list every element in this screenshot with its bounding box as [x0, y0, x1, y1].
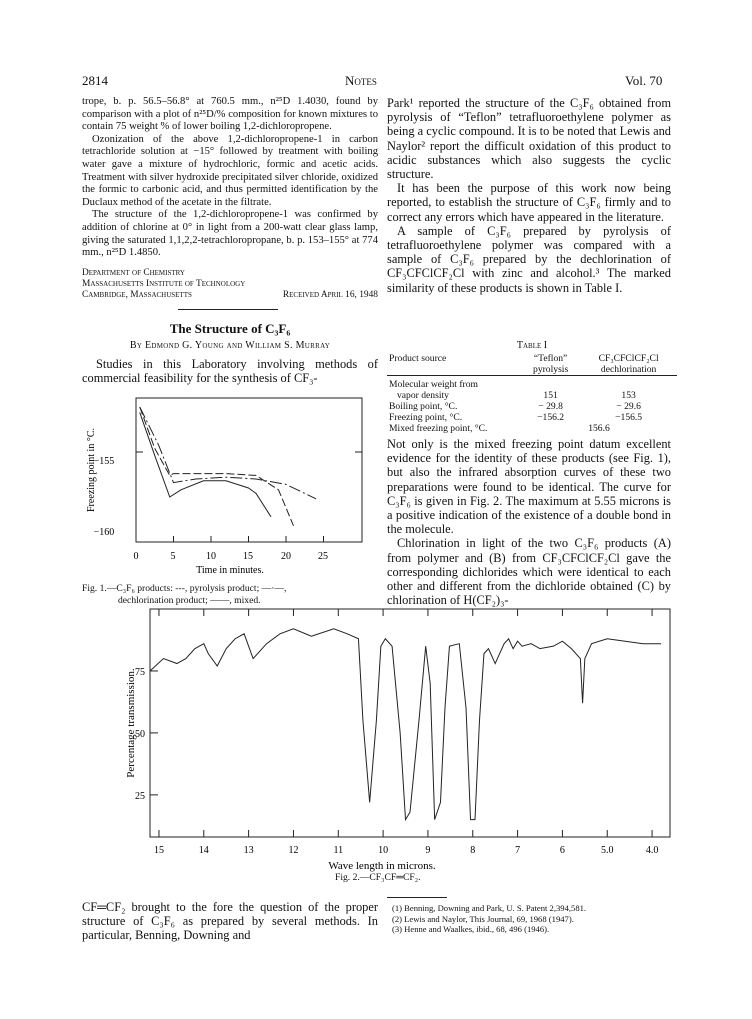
table-head: “Teflon” [533, 353, 568, 364]
fig2-xtick: 6 [559, 845, 565, 856]
fig1-xtick: 10 [206, 551, 216, 562]
table-subhead: pyrolysis [533, 364, 569, 375]
table-cell: − 29.6 [616, 401, 641, 412]
table-cell: Freezing point, °C. [389, 412, 463, 423]
table-title: Table I [516, 340, 548, 351]
table-head: CF₃CFClCF₂Cl [598, 353, 659, 364]
fig1-caption-line: Fig. 1.—C₃F₆ products: ---, pyrolysis product; —·—, [82, 583, 287, 594]
fig2-xtick: 7 [515, 845, 521, 856]
table-cell: −156.2 [537, 412, 565, 423]
fig1-series-line [140, 407, 294, 526]
fig1-series-line [140, 407, 316, 499]
fig2-xtick: 11 [333, 845, 344, 856]
fig2-ytick: 25 [135, 790, 145, 802]
fig1-xtick: 25 [318, 551, 328, 562]
page-number: 2814 [82, 73, 108, 88]
fig1-caption-line: dechlorination product; ——, mixed. [118, 594, 261, 606]
fig1-ytick: −160 [93, 527, 115, 538]
table-cell: 153 [621, 390, 636, 401]
fig2-xtick: 12 [288, 845, 299, 856]
fig1-ylabel: Freezing point in °C. [86, 428, 97, 512]
table-head: Product source [389, 353, 447, 364]
right-column-top [387, 96, 671, 295]
bottom-paragraph: CF═CF₂ brought to the fore the question of the proper structure of C₃F₆ as prepared by several methods. In particular, Benning, Downing and [82, 900, 378, 943]
paragraph: Not only is the mixed freezing point datum excellent evidence for the identity of these products (see Fig. 1), but also the infrared absorption curves of these two preparations were found to be identical. The curve for C₃F₆ is given in Fig. 2. The maximum at 5.55 microns is a positive indication of the existence of a double bond in the molecule. [387, 437, 671, 537]
table-cell: Boiling point, °C. [389, 401, 458, 412]
table-cell: 151 [543, 390, 558, 401]
footnote: (1) Benning, Downing and Park, U. S. Patent 2,394,581. [392, 903, 587, 913]
paragraph: A sample of C₃F₆ prepared by pyrolysis of tetrafluoroethylene polymer was compared with a sample of C₃F₆ prepared by the dechlorination of CF₃CFClCF₂Cl with zinc and alcohol.³ The marked similarity of these products is shown in Table I. [387, 223, 671, 295]
table-1 [387, 340, 677, 434]
received-date: Received April 16, 1948 [282, 290, 378, 300]
fig2-xtick: 15 [153, 845, 164, 856]
fig1-series-line [140, 412, 271, 516]
table-subhead: dechlorination [600, 364, 657, 375]
fig1-xtick: 0 [133, 551, 139, 562]
fig1-xtick: 15 [243, 551, 253, 562]
left-column-top [82, 96, 378, 260]
fig2-ytick: 50 [135, 728, 145, 740]
fig2-series-line [150, 629, 661, 820]
intro-paragraph: Studies in this Laboratory involving methods of commercial feasibility for the synthesis of CF₃- [82, 357, 378, 386]
table-cell: −156.5 [615, 412, 643, 423]
affiliation-city: Cambridge, Massachusetts [82, 290, 192, 300]
affiliation-dept: Department of Chemistry [82, 268, 185, 278]
fig2-xtick: 10 [378, 845, 389, 856]
fig2-ytick: 75 [135, 666, 145, 678]
right-column-bottom [387, 437, 671, 607]
fig2-xtick: 9 [425, 845, 431, 856]
affiliation [82, 268, 378, 301]
footnote-rule [387, 897, 447, 898]
table-cell: 156.6 [588, 423, 610, 434]
paragraph: Park¹ reported the structure of the C₃F₆ obtained from pyrolysis of “Teflon” tetrafluoroethylene polymer as being a cyclic compound. It is to be noted that Lewis and Naylor² report the difficult oxidation of this product to acidic substances which also suggests the cyclic structure. [387, 96, 671, 182]
paragraph: Ozonization of the above 1,2-dichloropropene-1 in carbon tetrachloride solution at −15° followed by treatment with boiling water gave a mixture of hydrochloric, formic and acetic acids. Treatment with silver hydroxide precipitated silver chloride, oxidized the formic to carbonic acid, and thus permitted identification by the Duclaux method of the acetate in the filtrate. [82, 133, 378, 208]
paragraph: trope, b. p. 56.5–56.8° at 760.5 mm., n²⁵D 1.4030, found by comparison with a plot of n²⁵D/% composition for known mixtures to contain 75 weight % of lower boiling 1,2-dichloropropene. [82, 96, 378, 133]
fig1-xlabel: Time in minutes. [196, 565, 264, 576]
footnotes [392, 903, 672, 935]
fig2-xtick: 13 [243, 845, 254, 856]
table-cell: Mixed freezing point, °C. [389, 423, 488, 434]
affiliation-inst: Massachusetts Institute of Technology [82, 279, 246, 289]
fig2-caption: Fig. 2.—CF₃CF═CF₂. [335, 872, 421, 883]
fig2-xtick: 4.0 [645, 845, 659, 856]
fig2-xtick: 8 [470, 845, 476, 856]
fig1-frame [136, 398, 362, 542]
fig1-ytick: −155 [93, 456, 115, 467]
divider [178, 309, 278, 310]
table-cell: vapor density [397, 390, 449, 401]
running-head: Notes [345, 73, 377, 88]
footnote: (3) Henne and Waalkes, ibid., 68, 496 (1946). [392, 924, 550, 934]
fig2-xtick: 5.0 [600, 845, 614, 856]
paragraph: It has been the purpose of this work now being reported, to establish the structure of C₃F₆ firmly and to correct any errors which have appeared in the literature. [387, 181, 671, 224]
table-cell: − 29.8 [538, 401, 563, 412]
fig2-xtick: 14 [198, 845, 209, 856]
fig2-ylabel: Percentage transmission. [125, 668, 137, 778]
fig2-xlabel: Wave length in microns. [328, 860, 436, 872]
figure-2 [90, 603, 680, 893]
table-cell: Molecular weight from [389, 379, 478, 390]
figure-1 [82, 392, 382, 584]
paragraph: Chlorination in light of the two C₃F₆ products (A) from polymer and (B) from CF₃CFClCF₂Cl gave the corresponding dichlorides which were identical to each other and different from the dichloride obtained (C) by chlorination of H(CF₂)₃- [387, 536, 671, 608]
volume: Vol. 70 [625, 73, 663, 88]
article-title: The Structure of C₃F₆ [169, 321, 291, 336]
footnote: (2) Lewis and Naylor, This Journal, 69, 1968 (1947). [392, 913, 574, 924]
byline: By Edmond G. Young and William S. Murray [129, 340, 331, 351]
fig1-xtick: 5 [170, 551, 176, 562]
paragraph: The structure of the 1,2-dichloropropene-1 was confirmed by addition of chlorine at 0° in light from a 200-watt clear glass lamp, giving the saturated 1,1,2,2-tetrachloropropane, b. p. 153–155° at 774 mm., n²⁵D 1.4850. [82, 209, 378, 259]
fig1-xtick: 20 [281, 551, 291, 562]
